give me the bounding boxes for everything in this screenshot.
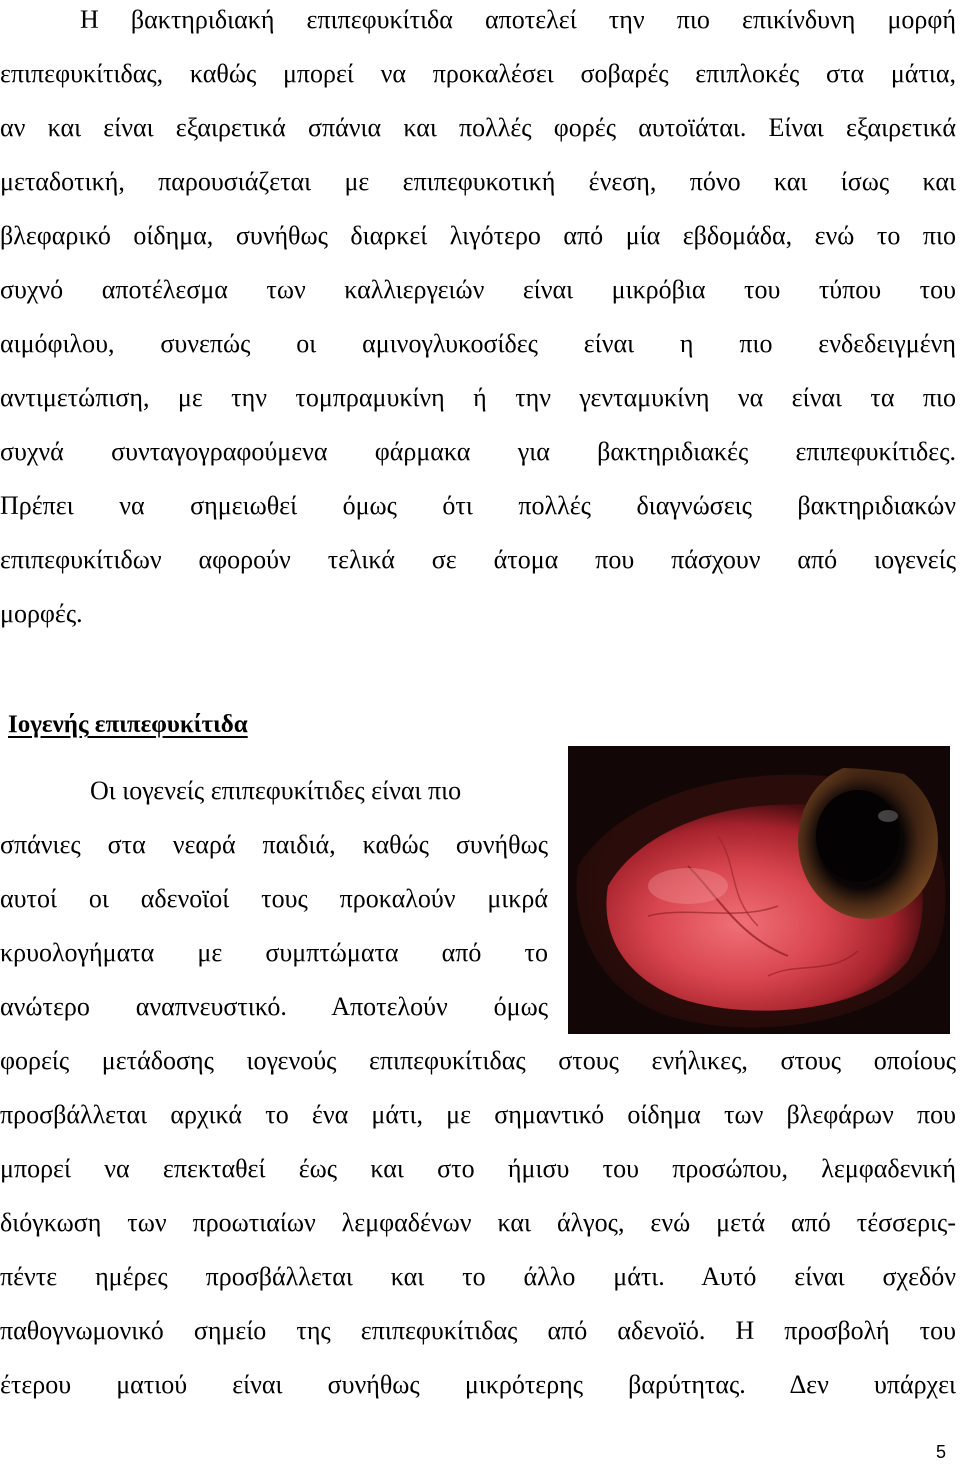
text-line: κρυολογήματα με συμπτώματα από το: [0, 938, 548, 967]
page-number: 5: [935, 1442, 946, 1462]
text-line: αιμόφιλου, συνεπώς οι αμινογλυκοσίδες είναι η πιο ενδεδειγμένη: [0, 329, 956, 358]
text-line: έτερου ματιού είναι συνήθως μικρότερης βαρύτητας. Δεν υπάρχει: [0, 1370, 956, 1399]
text-line: σπάνιες στα νεαρά παιδιά, καθώς συνήθως: [0, 830, 548, 859]
text-line: Η βακτηριδιακή επιπεφυκίτιδα αποτελεί την πιο επικίνδυνη μορφή: [80, 5, 956, 34]
text-line: επιπεφυκίτιδας, καθώς μπορεί να προκαλέσει σοβαρές επιπλοκές στα μάτια,: [0, 59, 956, 88]
section-heading: Ιογενής επιπεφυκίτιδα: [8, 711, 248, 738]
text-line: συχνά συνταγογραφούμενα φάρμακα για βακτηριδιακές επιπεφυκίτιδες.: [0, 437, 956, 466]
text-line: συχνό αποτέλεσμα των καλλιεργειών είναι μικρόβια του τύπου του: [0, 275, 956, 304]
text-line: ανώτερο αναπνευστικό. Αποτελούν όμως: [0, 992, 548, 1021]
text-line: βλεφαρικό οίδημα, συνήθως διαρκεί λιγότερο από μία εβδομάδα, ενώ το πιο: [0, 221, 956, 250]
text-line: πέντε ημέρες προσβάλλεται και το άλλο μάτι. Αυτό είναι σχεδόν: [0, 1262, 956, 1291]
eye-photo: [568, 746, 950, 1034]
text-line: αν και είναι εξαιρετικά σπάνια και πολλές φορές αυτοϊάται. Είναι εξαιρετικά: [0, 113, 956, 142]
text-line: μορφές.: [0, 599, 83, 628]
text-line: μεταδοτική, παρουσιάζεται με επιπεφυκοτική ένεση, πόνο και ίσως και: [0, 167, 956, 196]
text-line: προσβάλλεται αρχικά το ένα μάτι, με σημαντικό οίδημα των βλεφάρων που: [0, 1100, 956, 1129]
text-line: παθογνωμονικό σημείο της επιπεφυκίτιδας από αδενοϊό. Η προσβολή του: [0, 1316, 956, 1345]
conjunctivitis-eye-image: [568, 746, 950, 1034]
text-line: Οι ιογενείς επιπεφυκίτιδες είναι πιο: [90, 776, 462, 805]
text-line: επιπεφυκίτιδων αφορούν τελικά σε άτομα που πάσχουν από ιογενείς: [0, 545, 956, 574]
text-line: μπορεί να επεκταθεί έως και στο ήμισυ του προσώπου, λεμφαδενική: [0, 1154, 956, 1183]
text-line: Πρέπει να σημειωθεί όμως ότι πολλές διαγνώσεις βακτηριδιακών: [0, 491, 956, 520]
text-line: αντιμετώπιση, με την τομπραμυκίνη ή την γενταμυκίνη να είναι τα πιο: [0, 383, 956, 412]
text-line: αυτοί οι αδενοϊοί τους προκαλούν μικρά: [0, 884, 548, 913]
text-line: διόγκωση των προωτιαίων λεμφαδένων και άλγος, ενώ μετά από τέσσερις-: [0, 1208, 956, 1237]
text-line: φορείς μετάδοσης ιογενούς επιπεφυκίτιδας στους ενήλικες, στους οποίους: [0, 1046, 956, 1075]
